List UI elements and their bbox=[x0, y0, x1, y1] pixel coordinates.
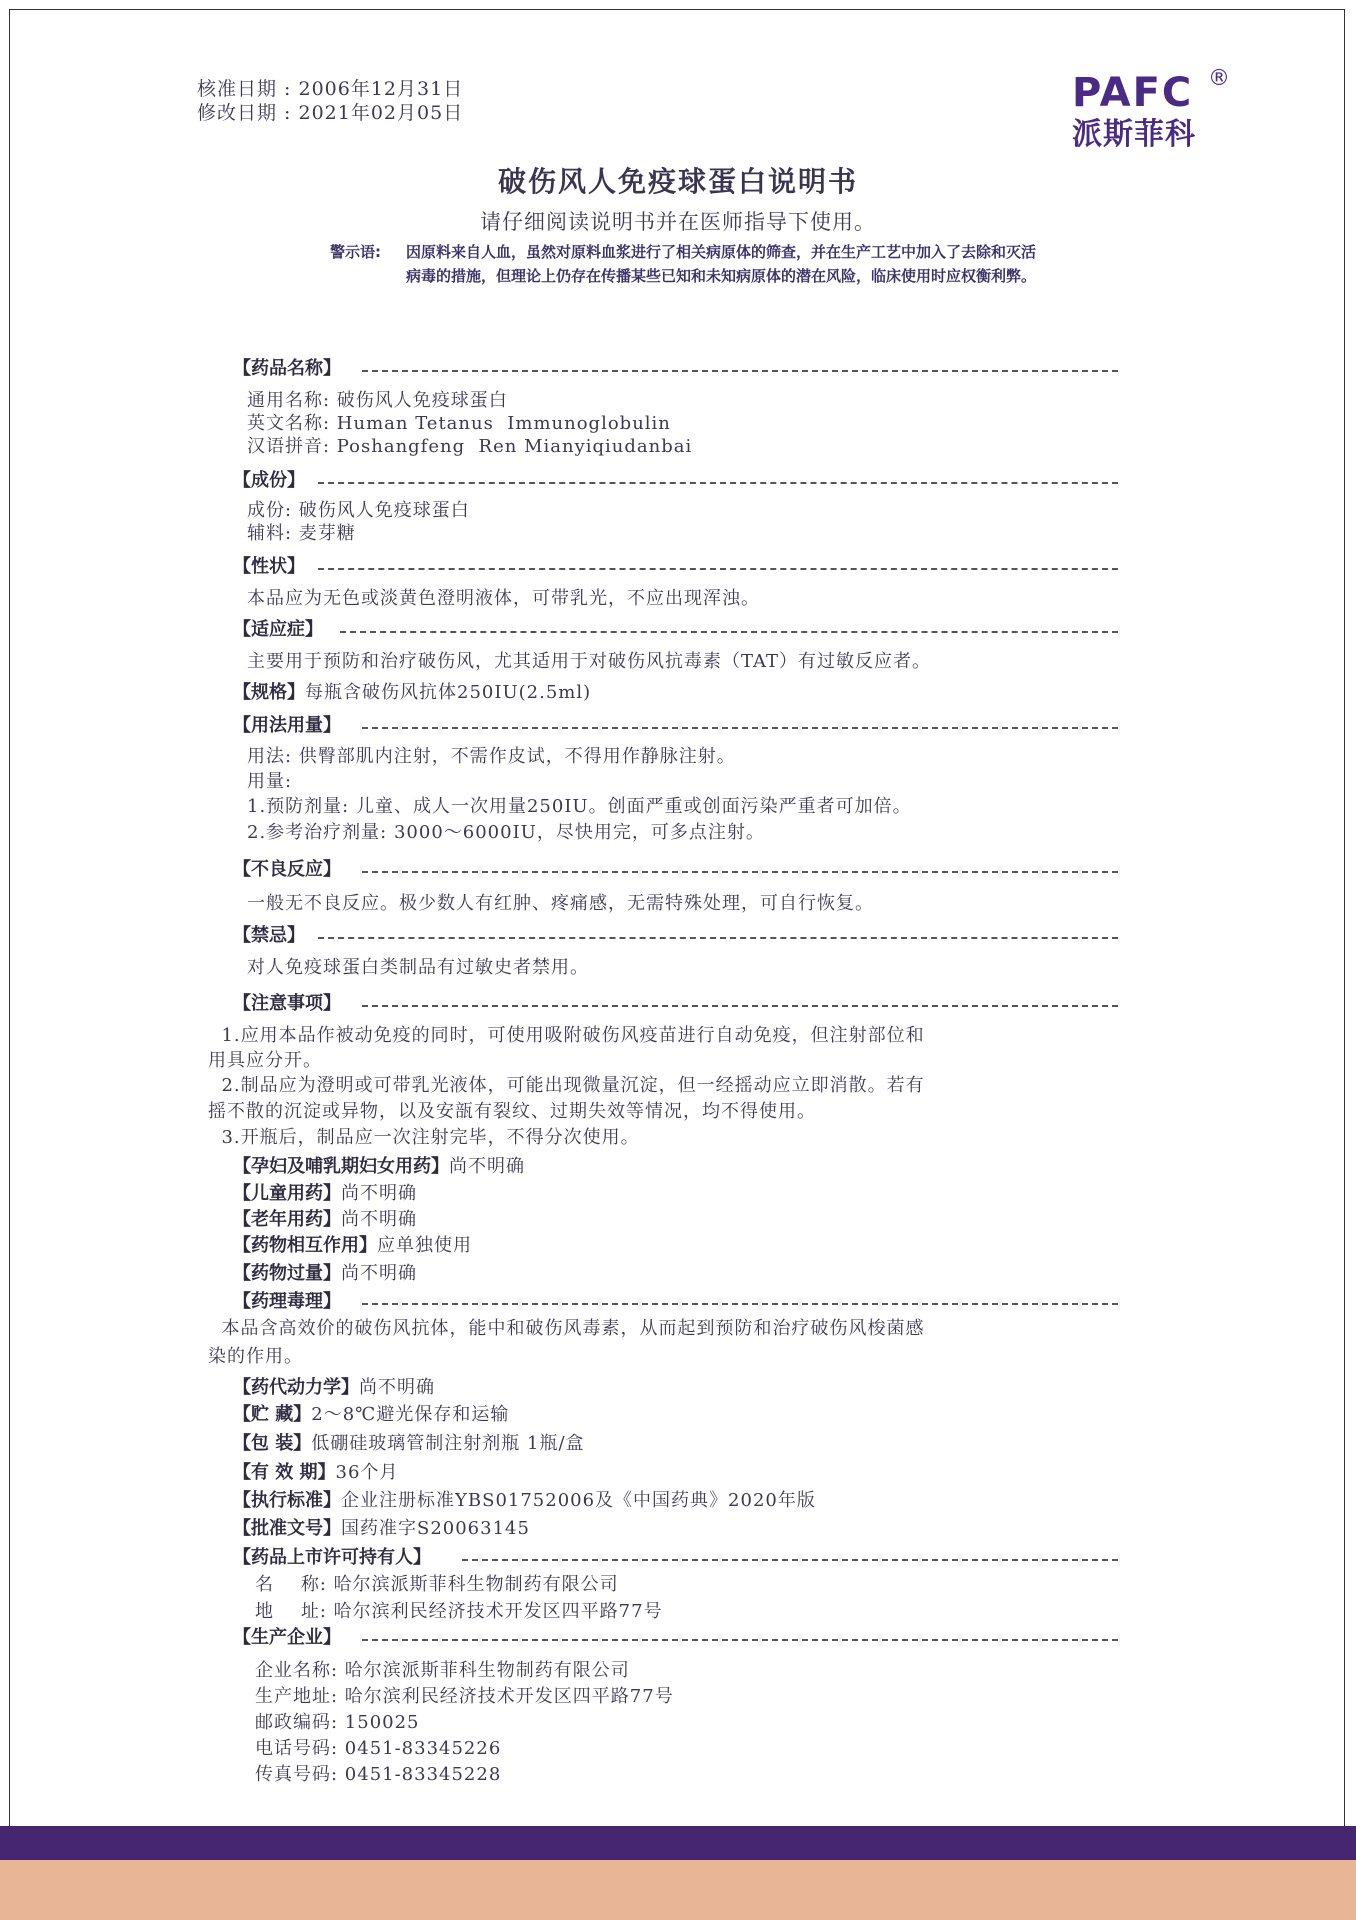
usage-dosage-label: 用量: bbox=[247, 771, 293, 792]
section-children bbox=[233, 1183, 417, 1205]
pinyin-name: 汉语拼音: Poshangfeng Ren Mianyiqiudanbai bbox=[247, 436, 693, 457]
date-block bbox=[197, 77, 463, 125]
manufacturer-name: 企业名称: 哈尔滨派斯菲科生物制药有限公司 bbox=[255, 1660, 630, 1681]
page-border bbox=[9, 9, 1345, 1909]
section-heading-name: 【药品名称】 bbox=[233, 358, 341, 379]
dashed-rule bbox=[362, 727, 1118, 729]
precaution-1: 1.应用本品作被动免疫的同时，可使用吸附破伤风疫苗进行自动免疫，但注射部位和 bbox=[208, 1025, 925, 1046]
precaution-2: 2.制品应为澄明或可带乳光液体，可能出现微量沉淀，但一经摇动应立即消散。若有 bbox=[208, 1075, 925, 1096]
warning-label: 警示语: bbox=[330, 243, 381, 261]
section-heading-composition: 【成份】 bbox=[233, 470, 305, 491]
section-heading-package: 【包 装】 bbox=[233, 1433, 312, 1454]
character-text: 本品应为无色或淡黄色澄明液体，可带乳光，不应出现浑浊。 bbox=[247, 588, 760, 609]
section-heading-specification: 【规格】 bbox=[233, 682, 305, 703]
document-title: 破伤风人免疫球蛋白说明书 bbox=[497, 165, 858, 198]
document-subtitle: 请仔细阅读说明书并在医师指导下使用。 bbox=[480, 210, 876, 234]
pharmacology-text-cont: 染的作用。 bbox=[208, 1346, 303, 1367]
indication-text: 主要用于预防和治疗破伤风，尤其适用于对破伤风抗毒素（TAT）有过敏反应者。 bbox=[247, 651, 932, 672]
usage-dosage-treatment: 2.参考治疗剂量: 3000～6000IU，尽快用完，可多点注射。 bbox=[247, 822, 765, 843]
adverse-text: 一般无不良反应。极少数人有红肿、疼痛感，无需特殊处理，可自行恢复。 bbox=[247, 893, 874, 914]
section-heading-manufacturer: 【生产企业】 bbox=[233, 1627, 341, 1648]
dashed-rule bbox=[362, 1005, 1118, 1007]
section-heading-overdose: 【药物过量】 bbox=[233, 1263, 341, 1284]
section-pharmacokinetics bbox=[233, 1377, 435, 1399]
dashed-rule bbox=[340, 631, 1118, 633]
section-heading-pharmacology: 【药理毒理】 bbox=[233, 1291, 341, 1312]
usage-dosage-prevention: 1.预防剂量: 儿童、成人一次用量250IU。创面严重或创面污染严重者可加倍。 bbox=[247, 796, 912, 817]
dashed-rule bbox=[318, 568, 1118, 570]
interaction-value: 应单独使用 bbox=[377, 1235, 472, 1256]
overdose-value: 尚不明确 bbox=[341, 1263, 417, 1284]
dashed-rule bbox=[362, 1639, 1118, 1641]
dashed-rule bbox=[318, 937, 1118, 939]
fax-number: 传真号码: 0451-83345228 bbox=[255, 1764, 502, 1785]
section-storage bbox=[233, 1404, 509, 1426]
package-value: 低硼硅玻璃管制注射剂瓶 1瓶/盒 bbox=[311, 1433, 585, 1454]
phone-number: 电话号码: 0451-83345226 bbox=[255, 1738, 502, 1759]
excipient: 辅料: 麦芽糖 bbox=[247, 523, 356, 544]
manufacturer-address: 生产地址: 哈尔滨利民经济技术开发区四平路77号 bbox=[255, 1686, 674, 1707]
section-heading-holder: 【药品上市许可持有人】 bbox=[233, 1547, 431, 1568]
pafc-logo: PAFC ® 派斯菲科 bbox=[1072, 66, 1230, 152]
composition: 成份: 破伤风人免疫球蛋白 bbox=[247, 500, 470, 521]
footer-band-tan bbox=[0, 1860, 1356, 1920]
section-heading-children: 【儿童用药】 bbox=[233, 1183, 341, 1204]
section-heading-precautions: 【注意事项】 bbox=[233, 993, 341, 1014]
section-heading-pharmacokinetics: 【药代动力学】 bbox=[233, 1377, 359, 1398]
section-elderly bbox=[233, 1209, 417, 1231]
dashed-rule bbox=[362, 370, 1118, 372]
approve-date: 核准日期 : 2006年12月31日 bbox=[197, 78, 464, 100]
postal-code: 邮政编码: 150025 bbox=[255, 1712, 420, 1733]
specification-value: 每瓶含破伤风抗体250IU(2.5ml) bbox=[305, 682, 592, 703]
precaution-3: 3.开瓶后，制品应一次注射完毕，不得分次使用。 bbox=[208, 1127, 640, 1148]
storage-value: 2～8℃避光保存和运输 bbox=[311, 1404, 510, 1425]
warning-text: 因原料来自人血，虽然对原料血浆进行了相关病原体的筛查，并在生产工艺中加入了去除和灭活病毒的措施，但理论上仍存在传播某些已知和未知病原体的潜在风险，临床使用时应权衡利弊。 bbox=[406, 243, 1037, 285]
section-validity bbox=[233, 1462, 398, 1484]
section-heading-standard: 【执行标准】 bbox=[233, 1490, 341, 1511]
english-name: 英文名称: Human Tetanus Immunoglobulin bbox=[247, 413, 671, 434]
section-overdose bbox=[233, 1263, 417, 1285]
section-heading-contraindication: 【禁忌】 bbox=[233, 925, 305, 946]
usage-method: 用法: 供臀部肌内注射，不需作皮试，不得用作静脉注射。 bbox=[247, 746, 736, 767]
dashed-rule bbox=[362, 871, 1118, 873]
section-pregnancy bbox=[233, 1156, 525, 1178]
section-heading-character: 【性状】 bbox=[233, 556, 305, 577]
dashed-rule bbox=[462, 1559, 1118, 1561]
section-heading-approval: 【批准文号】 bbox=[233, 1518, 341, 1539]
standard-value: 企业注册标准YBS01752006及《中国药典》2020年版 bbox=[341, 1490, 816, 1511]
elderly-value: 尚不明确 bbox=[341, 1209, 417, 1230]
children-value: 尚不明确 bbox=[341, 1183, 417, 1204]
section-interaction bbox=[233, 1235, 472, 1257]
section-specification bbox=[233, 682, 591, 704]
section-package bbox=[233, 1433, 585, 1455]
section-heading-validity: 【有 效 期】 bbox=[233, 1462, 336, 1483]
section-heading-adverse: 【不良反应】 bbox=[233, 859, 341, 880]
section-heading-storage: 【贮 藏】 bbox=[233, 1404, 312, 1425]
warning-block bbox=[330, 240, 1050, 288]
dashed-rule bbox=[318, 482, 1118, 484]
generic-name: 通用名称: 破伤风人免疫球蛋白 bbox=[247, 390, 508, 411]
contraindication-text: 对人免疫球蛋白类制品有过敏史者禁用。 bbox=[247, 957, 589, 978]
approval-value: 国药准字S20063145 bbox=[341, 1518, 530, 1539]
precaution-1-cont: 用具应分开。 bbox=[208, 1050, 322, 1071]
pharmacokinetics-value: 尚不明确 bbox=[359, 1377, 435, 1398]
precaution-2-cont: 摇不散的沉淀或异物，以及安瓿有裂纹、过期失效等情况，均不得使用。 bbox=[208, 1101, 816, 1122]
section-standard bbox=[233, 1490, 816, 1512]
section-heading-pregnancy: 【孕妇及哺乳期妇女用药】 bbox=[233, 1156, 449, 1177]
section-approval bbox=[233, 1518, 530, 1540]
section-heading-interaction: 【药物相互作用】 bbox=[233, 1235, 377, 1256]
pregnancy-value: 尚不明确 bbox=[449, 1156, 525, 1177]
footer-band-purple bbox=[0, 1826, 1356, 1860]
revise-date: 修改日期 : 2021年02月05日 bbox=[197, 102, 464, 124]
section-heading-usage: 【用法用量】 bbox=[233, 715, 341, 736]
holder-name: 名 称: 哈尔滨派斯菲科生物制药有限公司 bbox=[255, 1574, 619, 1595]
pharmacology-text: 本品含高效价的破伤风抗体，能中和破伤风毒素，从而起到预防和治疗破伤风梭菌感 bbox=[208, 1318, 925, 1339]
holder-address: 地 址: 哈尔滨利民经济技术开发区四平路77号 bbox=[255, 1601, 663, 1622]
section-heading-elderly: 【老年用药】 bbox=[233, 1209, 341, 1230]
validity-value: 36个月 bbox=[335, 1462, 399, 1483]
dashed-rule bbox=[362, 1303, 1118, 1305]
section-heading-indication: 【适应症】 bbox=[233, 619, 323, 640]
